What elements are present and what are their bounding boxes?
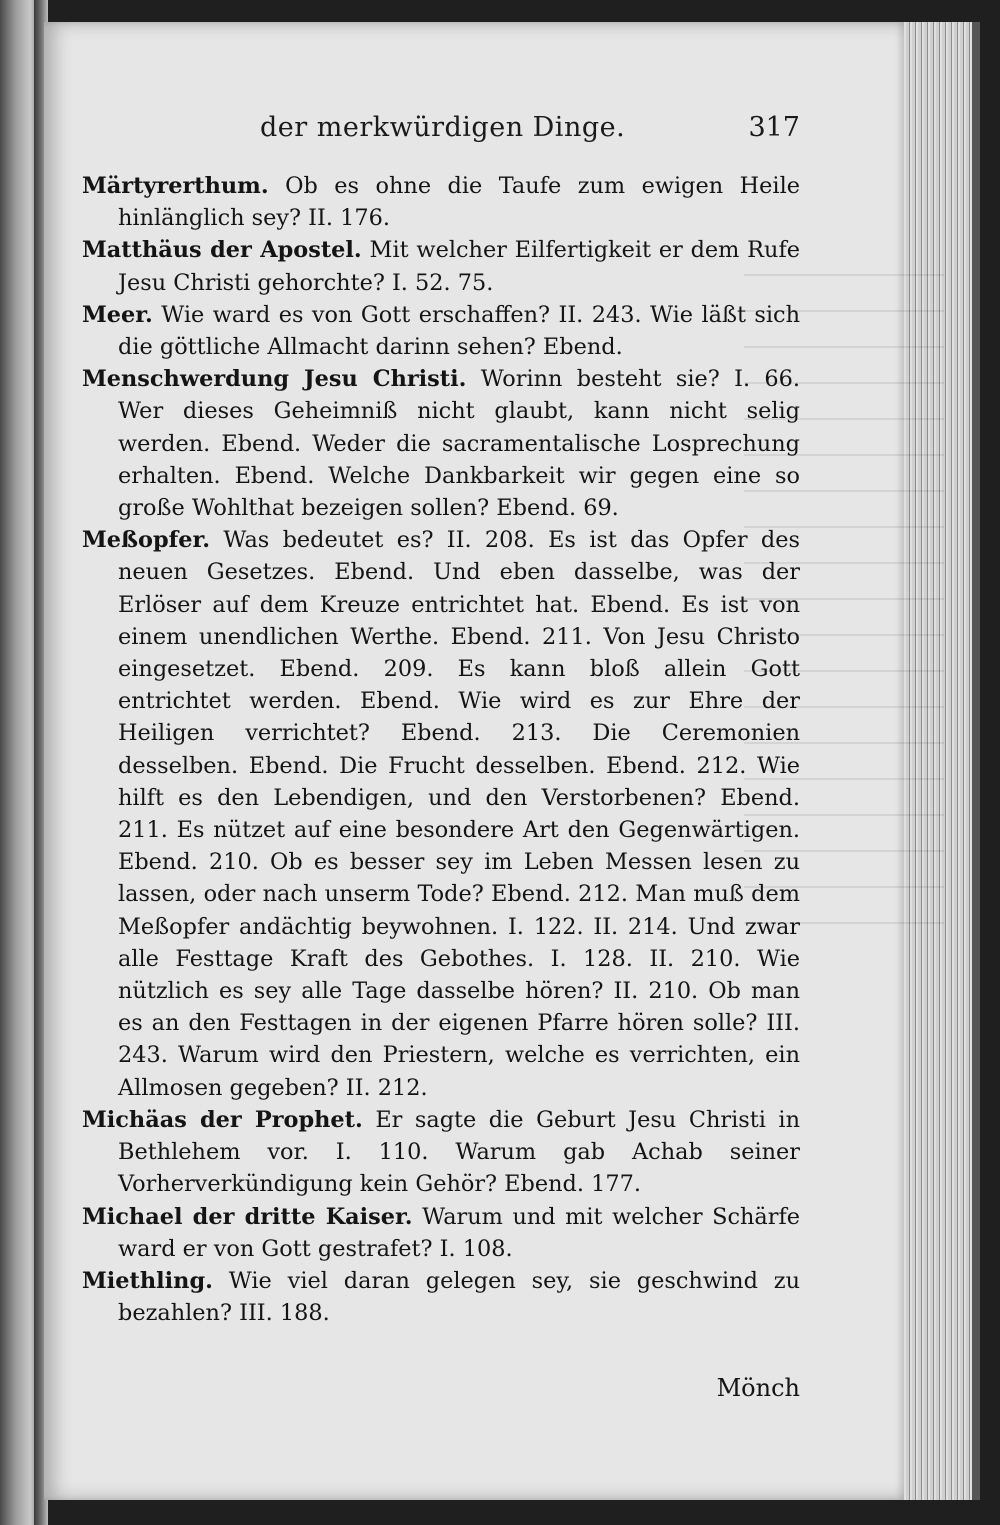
page-header [100,112,800,152]
catchword: Mönch [716,1374,800,1402]
entry-text: Er sagte die Geburt Jesu Christi in Bethlehem vor. I. 110. Warum gab Achab seiner Vorherverkündigung kein Gehör? Ebend. 177. [118,1106,800,1198]
entry-text: Worinn besteht sie? I. 66. Wer dieses Geheimniß nicht glaubt, kann nicht selig werden. Ebend. Weder die sacramentalische Losprechung erhalten. Ebend. Welche Dankbarkeit wir gegen eine so große Wohlthat bezeigen sollen? Ebend. 69. [118,366,800,522]
entry-headword: Miethling. [82,1267,213,1294]
entry-headword: Märtyrerthum. [82,173,269,199]
page-number: 317 [748,112,800,143]
index-entry [82,234,800,298]
entry-headword: Michäas der Prophet. [82,1106,363,1133]
entry-text: Ob es ohne die Taufe zum ewigen Heile hinlänglich sey? II. 176. [118,173,800,232]
index-entry [82,1265,800,1329]
left-page-edge [0,0,38,1525]
entry-headword: Meer. [82,301,153,328]
entry-text: Warum und mit welcher Schärfe ward er von Gott gestrafet? I. 108. [118,1203,801,1262]
index-entry [82,170,800,234]
running-title: der merkwürdigen Dinge. [260,112,626,143]
entry-text: Was bedeutet es? II. 208. Es ist das Opfer des neuen Gesetzes. Ebend. Und eben dasselbe, was der Erlöser auf dem Kreuze entrichtet hat. Ebend. Es ist von einem unendlichen Werthe. Ebend. 211. Von Jesu Christo eingesetzet. Ebend. 209. Es kann bloß allein Gott entrichtet werden. Ebend. Wie wird es zur Ehre der Heiligen verrichtet? Ebend. 213. Die Ceremonien desselben. Ebend. Die Frucht desselben. Ebend. 212. Wie hilft es den Lebendigen, und den Verstorbenen? Ebend. 211. Es nützet auf eine besondere Art den Gegenwärtigen. Ebend. 210. Ob es besser sey im Leben Messen lesen zu lassen, oder nach unserm Tode? Ebend. 212. Man muß dem Meßopfer andächtig beywohnen. I. 122. II. 214. Und zwar alle Festtage Kraft des Gebothes. I. 128. II. 210. Wie nützlich es sey alle Tage dasselbe hören? II. 210. Ob man es an den Festtagen in der eigenen Pfarre hören solle? III. 243. Warum wird den Priestern, welche es verrichten, ein Allmosen gegeben? II. 212. [118,527,800,1101]
index-entry [82,1104,800,1201]
index-entry [82,363,800,524]
index-entries [82,170,800,1329]
index-entry [82,1201,800,1265]
entry-headword: Meßopfer. [82,527,211,554]
entry-headword: Michael der dritte Kaiser. [82,1203,413,1230]
entry-text: Wie viel daran gelegen sey, sie geschwind zu bezahlen? III. 188. [118,1267,801,1327]
entry-headword: Matthäus der Apostel. [82,237,362,264]
entry-text: Wie ward es von Gott erschaffen? II. 243. Wie läßt sich die göttliche Allmacht darinn sehen? Ebend. [118,301,800,361]
entry-text: Mit welcher Eilfertigkeit er dem Rufe Jesu Christi gehorchte? I. 52. 75. [118,237,800,296]
entry-headword: Menschwerdung Jesu Christi. [82,366,467,393]
index-entry [82,299,800,363]
index-entry [82,524,800,1104]
